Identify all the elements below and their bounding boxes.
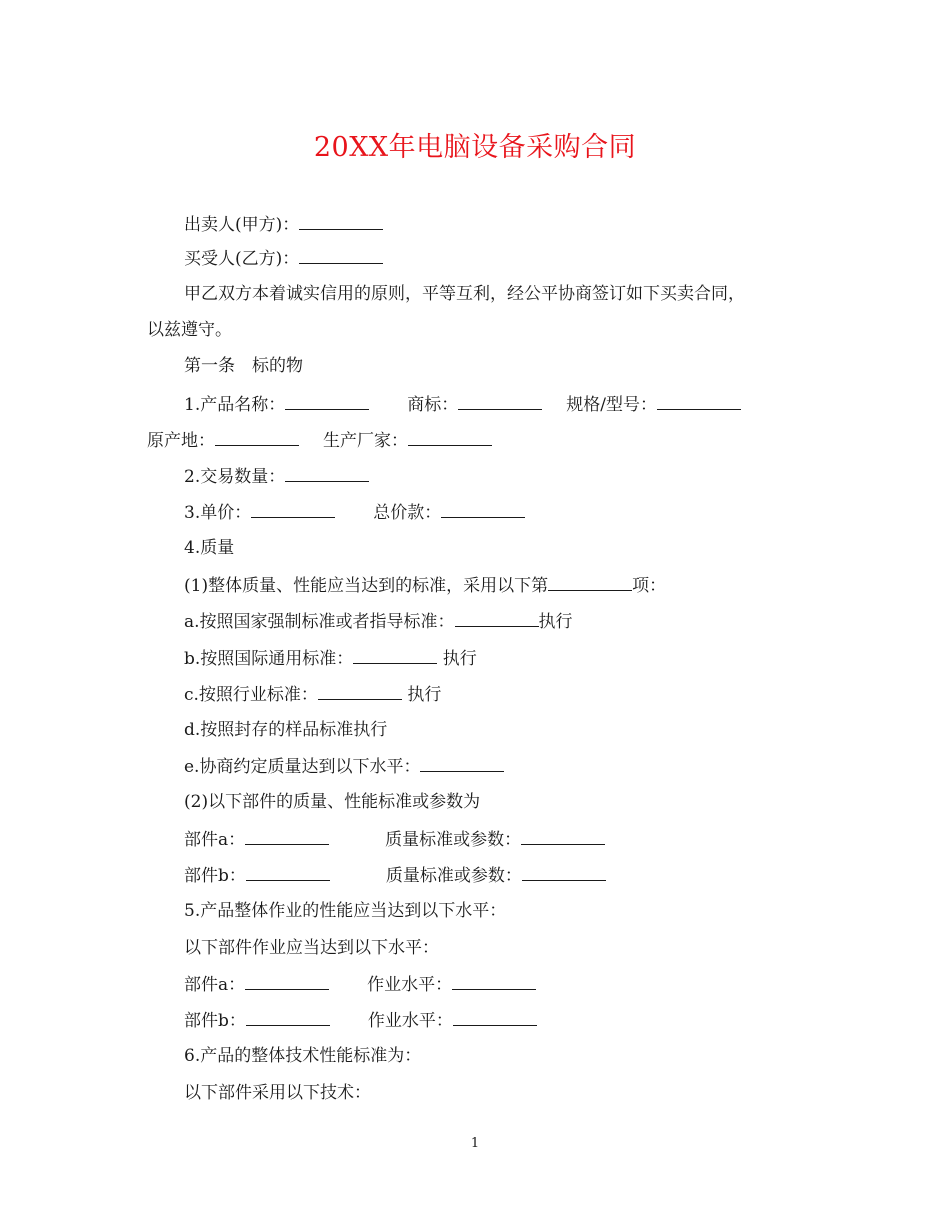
parts-quality-heading: (2)以下部件的质量、性能标准或参数为 xyxy=(184,792,481,812)
option-e-prefix: e.协商约定质量达到以下水平： xyxy=(184,757,421,777)
option-a-suffix: 执行 xyxy=(538,612,573,632)
part-b-work-line xyxy=(184,1007,537,1034)
option-c-prefix: c.按照行业标准： xyxy=(184,685,318,705)
part-b-work-blank xyxy=(246,1007,330,1026)
part-a-quality-param-label: 质量标准或参数： xyxy=(385,830,522,850)
option-b-suffix: 执行 xyxy=(437,649,477,669)
product-name-blank xyxy=(285,391,369,410)
item-4-heading: 4.质量 xyxy=(184,538,235,558)
part-b-quality-line xyxy=(184,862,606,889)
manufacturer-label: 生产厂家： xyxy=(323,431,408,451)
option-a-line xyxy=(184,608,573,635)
part-b-work-level-blank xyxy=(453,1007,537,1026)
part-a-label: 部件a： xyxy=(184,830,246,850)
quantity-blank xyxy=(285,463,369,482)
part-b-work-level-label: 作业水平： xyxy=(367,1011,453,1031)
option-b-line xyxy=(184,645,477,672)
part-b-blank xyxy=(246,862,330,881)
option-d-line: d.按照封存的样品标准执行 xyxy=(184,720,388,740)
buyer-line xyxy=(184,245,383,272)
option-a-blank xyxy=(455,608,539,627)
unit-price-label: 3.单价： xyxy=(184,503,252,523)
part-a-quality-param-blank xyxy=(521,826,605,845)
quality-standard-suffix: 项： xyxy=(632,576,667,596)
preamble-line-2: 以兹遵守。 xyxy=(147,320,232,340)
item-2-line xyxy=(184,463,369,490)
model-label: 规格/型号： xyxy=(566,395,657,415)
trademark-blank xyxy=(458,391,542,410)
option-a-prefix: a.按照国家强制标准或者指导标准： xyxy=(184,612,455,632)
part-a-work-label: 部件a： xyxy=(184,975,246,995)
item-1-line-2 xyxy=(147,427,492,454)
total-price-label: 总价款： xyxy=(373,503,442,523)
quality-standard-blank xyxy=(548,572,632,591)
part-b-quality-param-label: 质量标准或参数： xyxy=(385,866,522,886)
article-1-heading: 第一条 标的物 xyxy=(184,356,303,376)
manufacturer-blank xyxy=(408,427,492,446)
part-a-work-line xyxy=(184,971,536,998)
item-6-heading: 6.产品的整体技术性能标准为： xyxy=(184,1046,422,1066)
option-e-blank xyxy=(420,753,504,772)
option-c-suffix: 执行 xyxy=(401,685,442,705)
option-c-blank xyxy=(318,681,402,700)
part-a-work-level-label: 作业水平： xyxy=(367,975,453,995)
item-3-line xyxy=(184,499,525,526)
quality-standard-prefix: (1)整体质量、性能应当达到的标准，采用以下第 xyxy=(184,576,549,596)
item-6-subheading: 以下部件采用以下技术： xyxy=(184,1083,371,1103)
item-1-line xyxy=(184,391,741,418)
part-a-work-level-blank xyxy=(452,971,536,990)
option-c-line xyxy=(184,681,441,708)
buyer-blank xyxy=(299,245,383,264)
origin-blank xyxy=(215,427,299,446)
part-b-quality-param-blank xyxy=(522,862,606,881)
total-price-blank xyxy=(441,499,525,518)
option-b-blank xyxy=(353,645,437,664)
seller-blank xyxy=(299,211,383,230)
page-number: 1 xyxy=(470,1136,480,1151)
part-a-work-blank xyxy=(245,971,329,990)
trademark-label: 商标： xyxy=(407,395,459,415)
product-name-label: 1.产品名称： xyxy=(184,395,286,415)
part-b-work-label: 部件b： xyxy=(184,1011,246,1031)
quality-standard-line xyxy=(184,572,666,599)
option-e-line xyxy=(184,753,504,780)
item-5-subheading: 以下部件作业应当达到以下水平： xyxy=(184,938,439,958)
part-a-quality-line xyxy=(184,826,605,853)
seller-line xyxy=(184,211,383,238)
option-b-prefix: b.按照国际通用标准： xyxy=(184,649,354,669)
buyer-label: 买受人(乙方)： xyxy=(184,249,300,269)
origin-label: 原产地： xyxy=(147,431,215,451)
item-5-heading: 5.产品整体作业的性能应当达到以下水平： xyxy=(184,901,507,921)
seller-label: 出卖人(甲方)： xyxy=(184,215,300,235)
unit-price-blank xyxy=(251,499,335,518)
model-blank xyxy=(657,391,741,410)
quantity-label: 2.交易数量： xyxy=(184,467,286,487)
preamble-line-1: 甲乙双方本着诚实信用的原则，平等互利，经公平协商签订如下买卖合同， xyxy=(184,284,745,304)
part-a-blank xyxy=(245,826,329,845)
document-title: 20XX年电脑设备采购合同 xyxy=(313,132,637,163)
part-b-label: 部件b： xyxy=(184,866,246,886)
